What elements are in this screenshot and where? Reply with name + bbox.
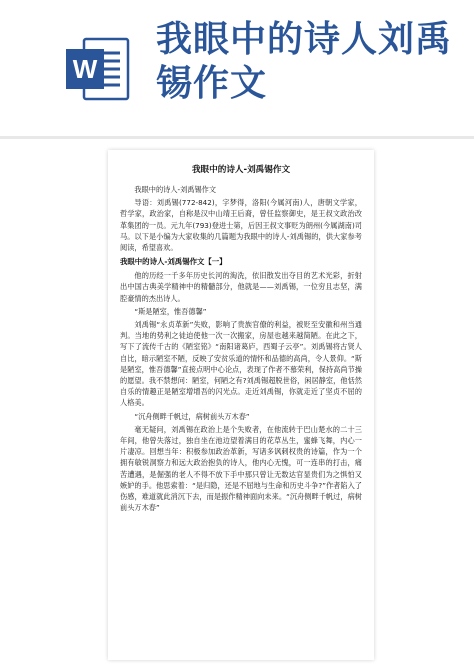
header-divider [0,136,474,139]
page-title: 我眼中的诗人刘禹锡作文 [156,19,453,104]
document-page [108,150,374,660]
paragraph-1: 他的历经一千多年历史长河的淘洗，依旧散发出夺目的艺术光彩，折射出中国古典美学精神中的精髓部分，他就是——刘禹锡，一位穷且志坚，满腔豪情的杰出诗人。 [120,271,362,303]
paragraph-3: 毫无疑问，刘禹锡在政治上是个失败者，在他流转于巴山楚水的二十三年间，他曾失落过，独自坐在池边望着满目的花草丛生，蜜蜂飞舞，内心一片凄凉。回想当年：积极参加政治革新，写诸多讽刺权贵的诗篇，作为一个拥有敏锐洞察力和远大政治抱负的诗人，他内心无愧，可一连串的打击，痛苦遭遇，是倔强的老人不得不放下手中那只曾让无数达官显贵们为之惧怕又嫉妒的手。他思索着：“是归隐，还是不屈地与生命和历史斗争?”作者陷入了伤感，难道就此消沉下去，而是振作精神面向未来。“沉舟侧畔千帆过，病树前头万木春” [120,424,362,513]
intro-paragraph: 导语：刘禹锡(772-842)，字梦得，洛阳(今属河南)人，唐朝文学家，哲学家，政治家，自称是汉中山靖王后裔，曾任监察御史，是王叔文政治改革集团的一员。元九年(793)登进士第，后因王叔文事贬为朗州(今属湖南)司马。以下是小编为大家收集的几篇题为我眼中的诗人-刘禹锡的，供大家参考阅读，希望喜欢。 [120,198,362,253]
document-subtitle: 我眼中的诗人-刘禹锡作文 [134,185,217,194]
quote-1: “斯是陋室，惟吾德馨” [134,306,207,316]
word-icon-letter: W [72,54,98,84]
paragraph-2: 刘禹锡“永贞革新”失败，影响了贵族官僚的利益，被贬至安徽和州当通判。当地的势利之徒迫使他一次一次搬家，房屋也越来越简陋。在此之下，写下了流传千古的《陋室铭》“南阳诸葛庐，西蜀子云亭”。刘禹锡将古贤人自比，暗示陋室不陋，反映了安贫乐道的情怀和品德的高尚，令人景仰。“斯是陋室，惟吾德馨”直接点明中心论点，表现了作者不慕荣利，保持高尚节操的愿望。我不禁想问：陋室，何陋之有?刘禹锡超脱世俗，闲居静室，他恬然自乐的情趣正是陋室增增吾的闪光点。走近刘禹锡，你就走近了坚贞不屈的人格美。 [120,320,362,408]
quote-2: “沉舟侧畔千帆过，病树前头万木春” [134,411,250,421]
document-title: 我眼中的诗人-刘禹锡作文 [191,165,291,175]
page-header [0,0,474,132]
section-heading: 我眼中的诗人-刘禹锡作文【一】 [120,257,227,267]
word-document-icon [62,33,134,105]
